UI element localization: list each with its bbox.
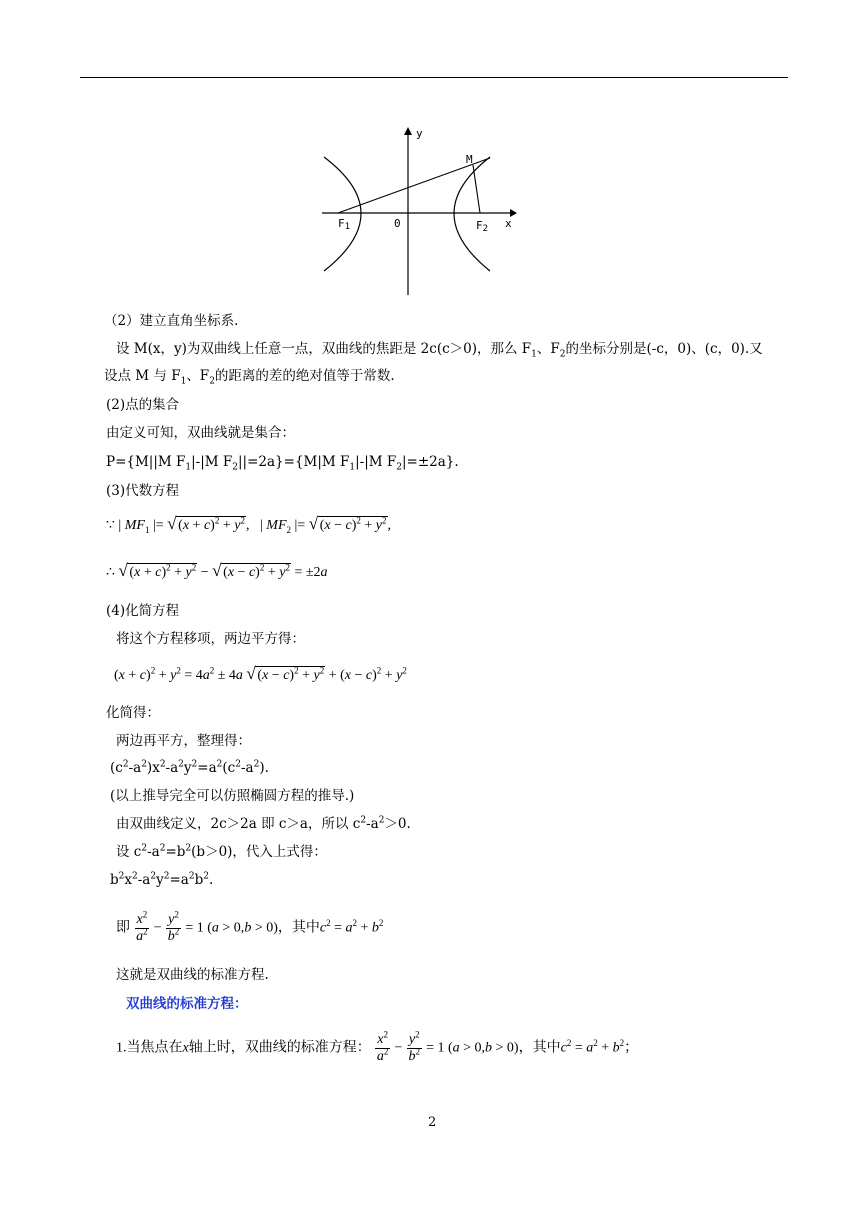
equation-c2a2: $(c^2-a^2)x^2-a^2y^2=a^2(c^2-a^2)$.: [110, 759, 269, 776]
move-terms: 将这个方程移项，两边平方得：: [116, 631, 305, 647]
label-f1: F1: [338, 217, 351, 232]
x-axis-arrow-icon: [510, 209, 517, 217]
left-branch: [324, 157, 361, 271]
standard-equation-derived: 即 $\frac{x^2}{a^2}$ − $\frac{y^2}{b^2}$ = 1 (a > 0,b > 0)，其中$c^2 = a^2 + b^2$: [116, 909, 384, 944]
square-again: 两边再平方，整理得：: [116, 733, 251, 749]
set-heading: (2)点的集合: [106, 397, 180, 413]
b-equation: $b^2x^2-a^2y^2=a^2b^2$.: [110, 871, 214, 888]
label-origin: 0: [394, 217, 401, 230]
definition-note: 由双曲线定义，2c＞2a 即 c＞a，所以 $c^2-a^2>0$.: [116, 815, 411, 832]
distance-equations: ∵ | $MF_1$ |= √ $(x + c)^2 + y^2$, | $MF_2$ |= √ $(x - c)^2 + y^2$,: [106, 514, 392, 535]
label-m: M: [466, 153, 473, 166]
label-x: x: [505, 217, 512, 230]
step2-body-line2: 设点 M 与 $F_1$、$F_2$的距离的差的绝对值等于常数.: [104, 368, 395, 387]
standard-note: 这就是双曲线的标准方程.: [116, 967, 269, 983]
label-f2: F2: [476, 219, 489, 234]
y-axis-arrow-icon: [404, 127, 412, 135]
squared-equation: $(x + c)^2 + y^2 = 4a^2 \pm 4a$ √ $(x - c)^2 + y^2 + (x - c)^2 + y^2$: [114, 664, 407, 683]
label-y: y: [416, 127, 423, 140]
simplify-heading: (4)化简方程: [106, 603, 180, 619]
page-number: 2: [428, 1115, 437, 1130]
standard-heading: 双曲线的标准方程：: [126, 996, 248, 1012]
set-intro: 由定义可知，双曲线就是集合：: [106, 425, 295, 441]
right-branch: [454, 157, 490, 271]
line-f1-m: [338, 158, 490, 213]
step2-body-line1: 设 M(x，y)为双曲线上任意一点，双曲线的焦距是 2c(c＞0)，那么 $F_1$、$F_2$的坐标分别是(-c，0)、(c，0).又: [116, 341, 763, 360]
let-b-line: 设 $c^2-a^2=b^2(b>0)$，代入上式得：: [116, 843, 327, 860]
algebra-heading: (3)代数方程: [106, 483, 180, 499]
header-rule: [80, 77, 788, 78]
simplified-label: 化简得：: [106, 705, 160, 721]
set-formula: P={M||M $F_1|-|M$ $F_2||=2a\}=\{M|M$ $F_1|-|M$ $F_2|=\pm 2a$}.: [106, 454, 459, 473]
difference-equation: ∴ √ $(x + c)^2 + y^2$ − √ $(x - c)^2 + y^2 = \pm 2a$: [106, 561, 328, 580]
hyperbola-figure: [318, 125, 518, 297]
ellipse-note: (以上推导完全可以仿照椭圆方程的推导.): [110, 788, 355, 804]
standard-item-1: 1.当焦点在x轴上时，双曲线的标准方程： $\frac{x^2}{a^2}$ − $\frac{y^2}{b^2}$ = 1 (a > 0,b > 0)，其中$c^2 = a^2 + b^2$；: [116, 1029, 639, 1064]
line-m-f2: [473, 165, 480, 213]
step2-heading: （2）建立直角坐标系.: [104, 313, 239, 329]
